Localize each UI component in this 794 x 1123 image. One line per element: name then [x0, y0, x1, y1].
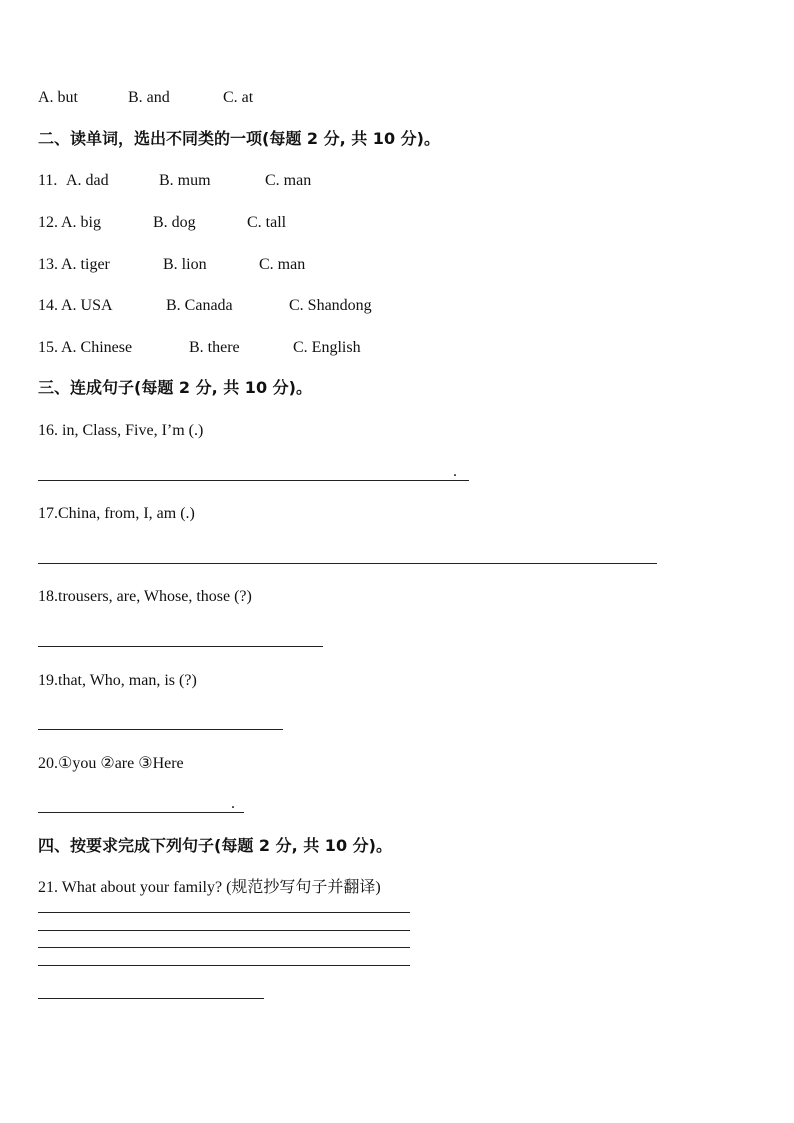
q10-options: [38, 88, 253, 108]
question-17: 17.China, from, I, am (.): [38, 505, 195, 522]
copy-line-2[interactable]: [38, 930, 410, 931]
option-b: B. there: [189, 339, 240, 356]
question-14: [38, 296, 372, 316]
option-a: A. USA: [61, 297, 113, 314]
question-12: [38, 213, 286, 233]
end-mark-16: .: [453, 463, 457, 480]
section-2-heading: 二、读单词，选出不同类的一项(每题 2 分, 共 10 分)。: [38, 129, 440, 148]
answer-line-18[interactable]: [38, 646, 323, 647]
question-number: 15.: [38, 339, 58, 356]
option-c: C. man: [265, 172, 312, 189]
option-a: A. big: [61, 214, 101, 231]
question-20: 20.①you ②are ③Here: [38, 755, 184, 772]
option-c: C. English: [293, 339, 361, 356]
answer-line-17[interactable]: [38, 563, 657, 564]
option-a: A. Chinese: [61, 339, 133, 356]
copy-line-1[interactable]: [38, 912, 410, 913]
section-3-heading: 三、连成句子(每题 2 分, 共 10 分)。: [38, 378, 312, 397]
question-15: [38, 338, 361, 358]
translation-line[interactable]: [38, 998, 264, 999]
section-4-heading: 四、按要求完成下列句子(每题 2 分, 共 10 分)。: [38, 836, 392, 855]
option-c: C. tall: [247, 214, 287, 231]
answer-line-20[interactable]: [38, 812, 244, 813]
question-19: 19.that, Who, man, is (?): [38, 672, 197, 689]
option-b: B. mum: [159, 172, 211, 189]
question-13: [38, 255, 305, 275]
answer-line-19[interactable]: [38, 729, 283, 730]
question-18: 18.trousers, are, Whose, those (?): [38, 588, 252, 605]
answer-line-16[interactable]: [38, 480, 469, 481]
question-number: 14.: [38, 297, 58, 314]
option-c: C. at: [223, 89, 254, 106]
option-a: A. but: [38, 89, 78, 106]
question-number: 11.: [38, 172, 58, 189]
copy-line-4[interactable]: [38, 965, 410, 966]
option-a: A. dad: [66, 172, 109, 189]
option-b: B. dog: [153, 214, 196, 231]
option-c: C. man: [259, 256, 306, 273]
option-b: B. Canada: [166, 297, 233, 314]
question-number: 13.: [38, 256, 58, 273]
option-c: C. Shandong: [289, 297, 372, 314]
question-16: 16. in, Class, Five, I’m (.): [38, 422, 204, 439]
end-mark-20: .: [231, 795, 235, 812]
question-11: [38, 171, 311, 191]
question-21: 21. What about your family? (规范抄写句子并翻译): [38, 879, 381, 896]
copy-line-3[interactable]: [38, 947, 410, 948]
question-number: 12.: [38, 214, 58, 231]
option-a: A. tiger: [61, 256, 110, 273]
option-b: B. lion: [163, 256, 207, 273]
option-b: B. and: [128, 89, 170, 106]
